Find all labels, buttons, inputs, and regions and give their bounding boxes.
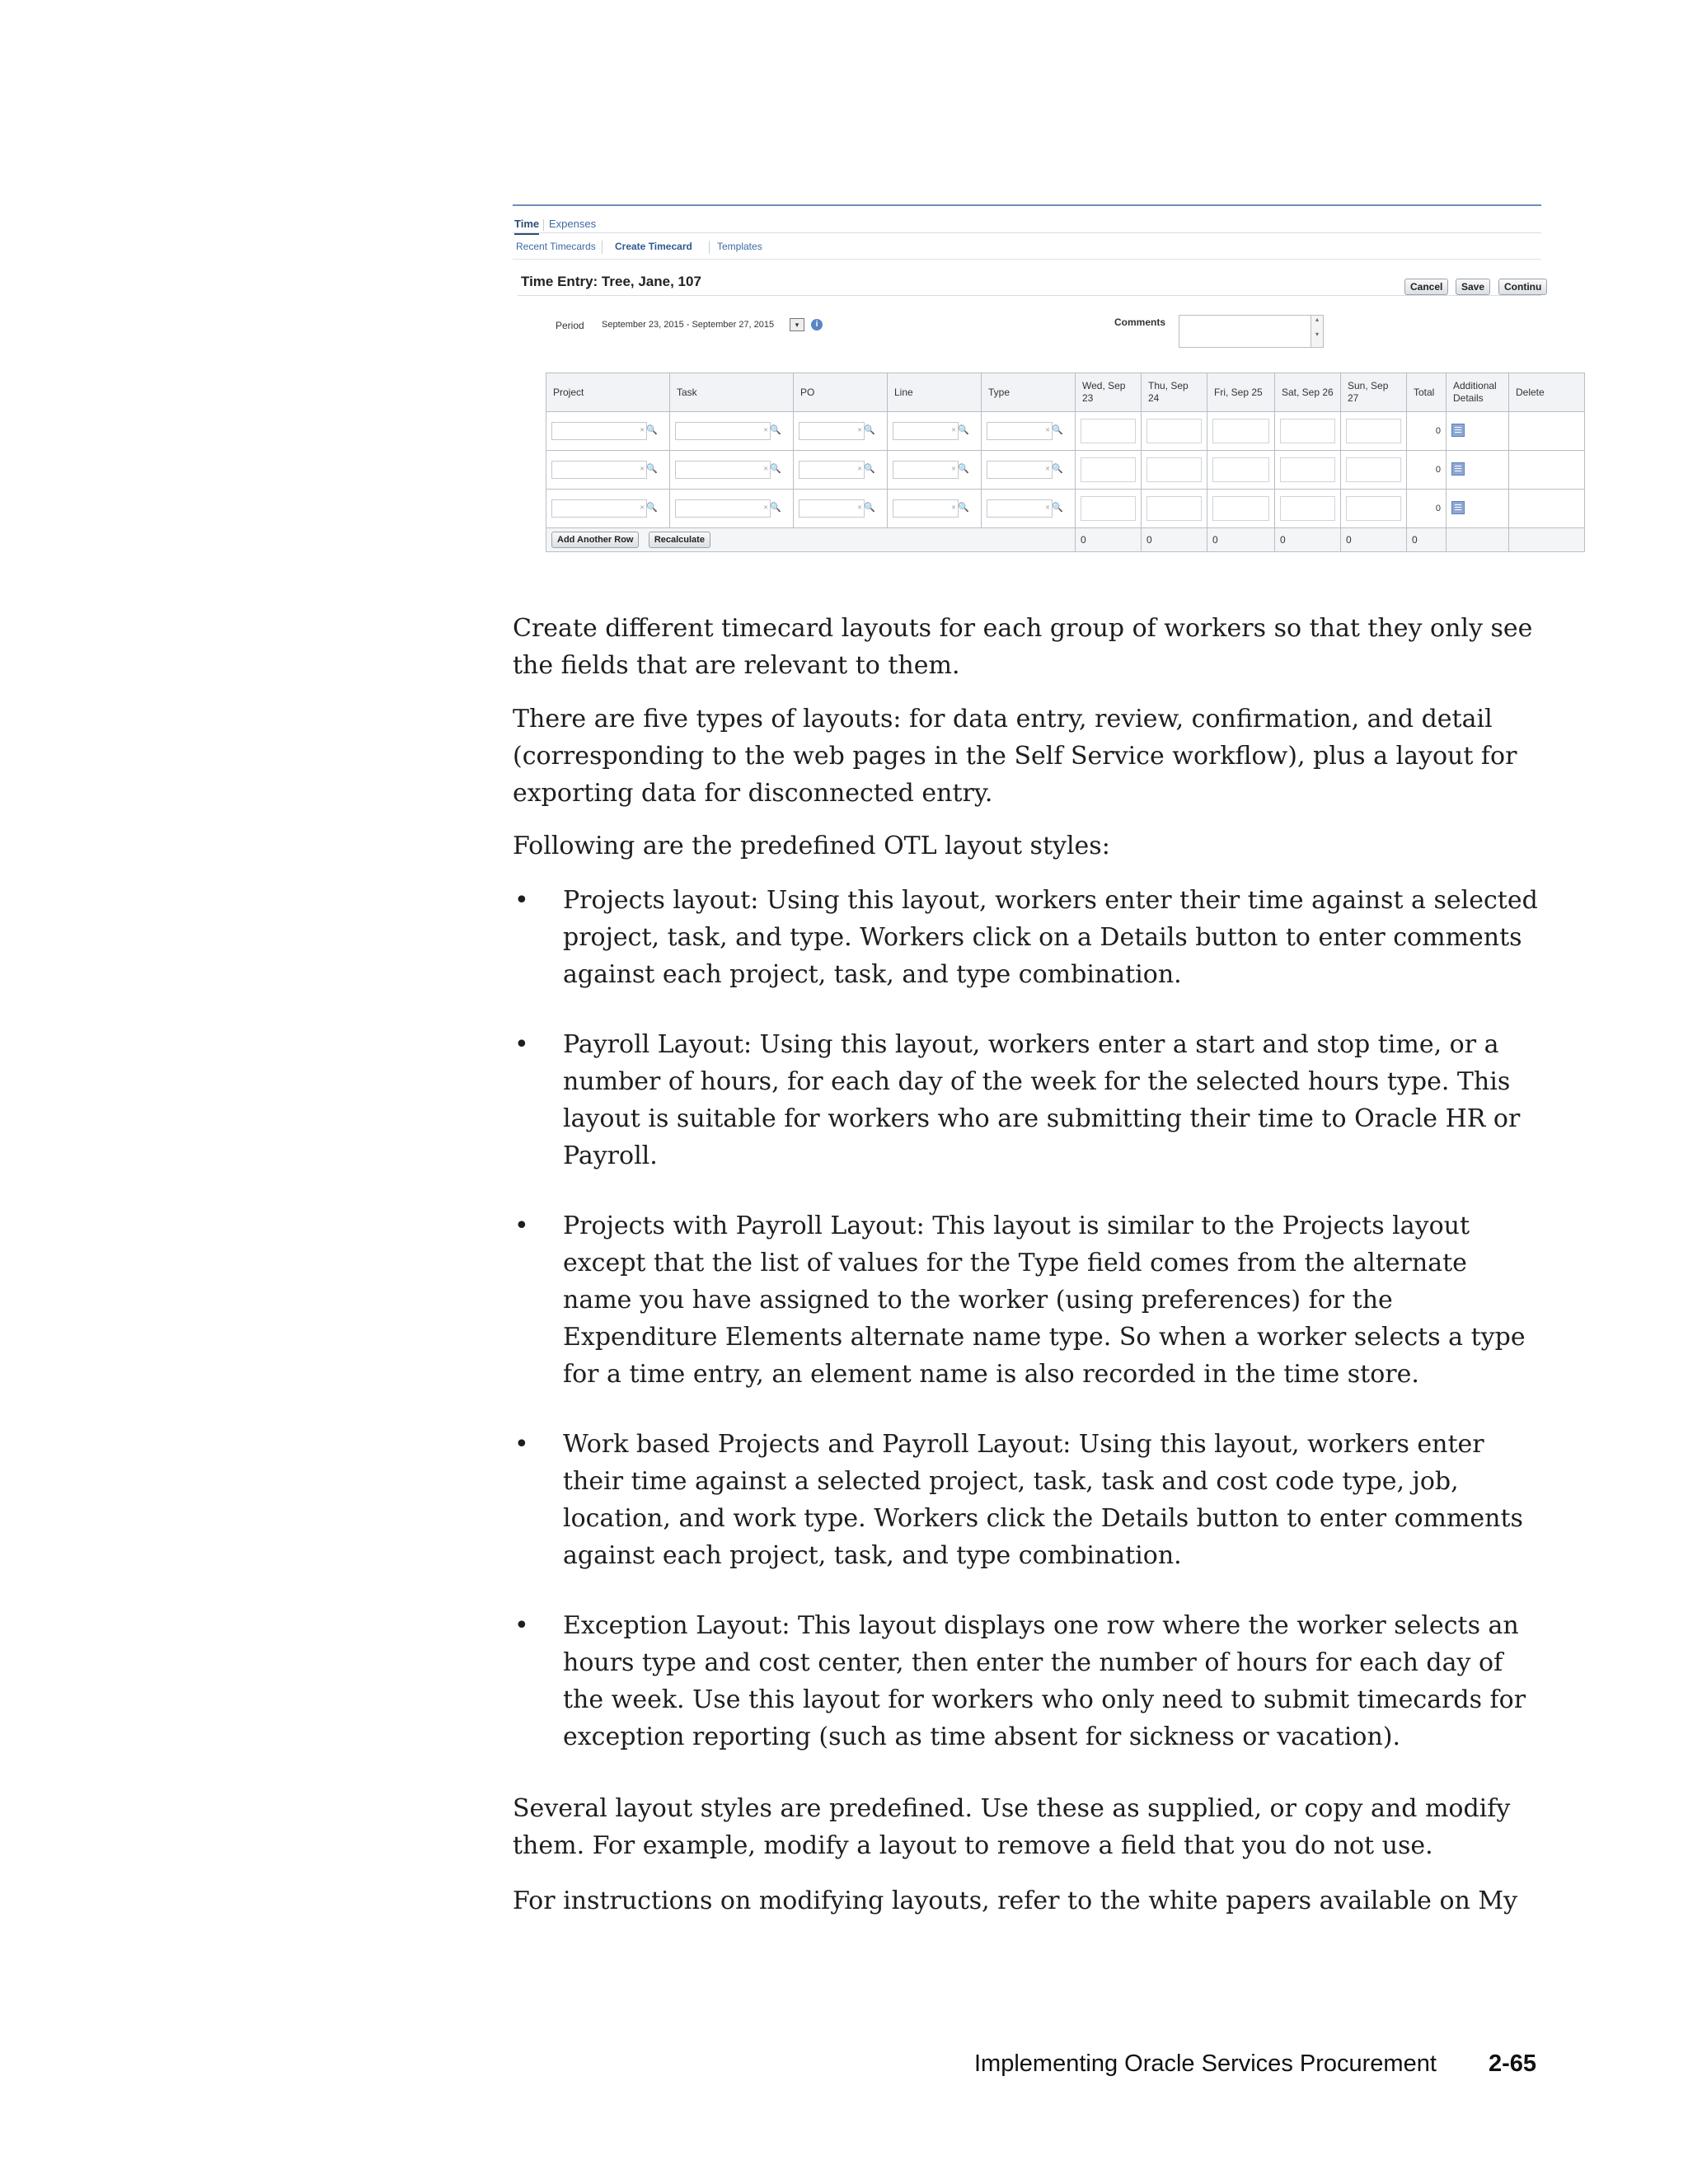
row-total: 0 [1407,451,1447,490]
subtab-recent-timecards[interactable]: Recent Timecards [516,241,596,252]
table-footer-row [546,528,1585,552]
timecard-screenshot [513,201,1545,560]
search-icon[interactable]: 🔍 [864,464,875,474]
subtab-rule [513,259,1541,260]
bullet-icon: • [514,1030,529,1059]
col-day: Thu, Sep 24 [1142,373,1207,412]
col-day: Sat, Sep 26 [1275,373,1341,412]
search-icon[interactable]: 🔍 [958,464,969,474]
table-row [546,412,1585,451]
list-item: • Payroll Layout: Using this layout, workers enter a start and stop time, or a number of hours, for each day of the week for the selected hours type. This layout is suitable for workers who are submitting their time to Oracle HR or Payroll. [513,1026,1543,1174]
delete-cell[interactable] [1509,412,1585,451]
col-po: PO [794,373,888,412]
search-icon[interactable]: 🔍 [770,425,781,435]
sub-tabs [513,241,1541,257]
search-icon[interactable]: 🔍 [864,425,875,435]
main-tabs [513,216,1541,233]
col-total: Total [1407,373,1447,412]
table-row [546,490,1585,528]
tab-expenses[interactable]: Expenses [549,218,597,230]
table-header-row [546,373,1585,412]
col-day: Fri, Sep 25 [1207,373,1275,412]
search-icon[interactable]: 🔍 [646,464,658,474]
search-icon[interactable]: 🔍 [1052,503,1063,513]
search-icon[interactable]: 🔍 [770,464,781,474]
col-task: Task [670,373,794,412]
search-icon[interactable]: 🔍 [864,503,875,513]
row-total: 0 [1407,490,1447,528]
page-number: 2-65 [1489,2050,1537,2077]
timecard-table [546,373,1585,552]
delete-cell[interactable] [1509,451,1585,490]
col-day: Wed, Sep 23 [1076,373,1142,412]
col-delete: Delete [1509,373,1585,412]
col-project: Project [546,373,670,412]
line-input[interactable]: ✕ 🔍 [893,461,959,479]
task-input[interactable]: ✕ 🔍 [675,422,771,440]
details-icon[interactable] [1451,501,1465,514]
hours-input[interactable] [1346,419,1401,443]
paragraph-intro: Create different timecard layouts for each group of workers so that they only see the fields that are relevant to them. [513,614,1533,680]
list-item: • Projects with Payroll Layout: This layout is similar to the Projects layout except that the list of values for the Type field comes from the alternate name you have assigned to the worker (using preferences) for the Expenditure Elements alternate name type. So when a worker selects a type for a time entry, an element name is also recorded in the time store. [513,1207,1543,1393]
add-row-button[interactable]: Add Another Row [551,532,639,548]
hours-input[interactable] [1280,457,1335,482]
day-total: 0 [1076,528,1142,552]
line-input[interactable]: ✕ 🔍 [893,422,959,440]
task-input[interactable]: ✕ 🔍 [675,499,771,518]
search-icon[interactable]: 🔍 [1052,464,1063,474]
period-label: Period [556,320,584,331]
paragraph-predefined: Following are the predefined OTL layout styles: [513,832,1110,860]
bullet-icon: • [514,1611,529,1640]
subtab-separator [602,241,603,254]
list-item: • Projects layout: Using this layout, workers enter their time against a selected project, task, and type. Workers click on a Details button to enter comments against each project, task, and type combination. [513,882,1543,993]
tab-time[interactable]: Time [514,218,539,235]
hours-input[interactable] [1212,496,1269,521]
col-day: Sun, Sep 27 [1341,373,1407,412]
hours-input[interactable] [1346,457,1401,482]
continue-button[interactable]: Continu [1498,279,1547,295]
hours-input[interactable] [1280,496,1335,521]
col-additional-details: Additional Details [1447,373,1509,412]
paragraph-predefined-styles: Several layout styles are predefined. Use these as supplied, or copy and modify them. For example, modify a layout to remove a field that you do not use. [513,1794,1511,1860]
recalculate-button[interactable]: Recalculate [649,532,710,548]
type-input[interactable]: ✕ 🔍 [987,499,1053,518]
search-icon[interactable]: 🔍 [646,503,658,513]
layout-styles-list [513,882,1543,1788]
details-icon[interactable] [1451,462,1465,476]
period-select[interactable]: September 23, 2015 - September 27, 2015 [602,320,775,330]
hours-input[interactable] [1146,496,1202,521]
comments-textarea[interactable] [1179,315,1312,348]
hours-input[interactable] [1081,457,1136,482]
paragraph-layout-types: There are five types of layouts: for data entry, review, confirmation, and detail (corresponding to the web pages in the Self Service workflow), plus a layout for exporting data for disconnected entry. [513,705,1517,808]
hours-input[interactable] [1212,419,1269,443]
search-icon[interactable]: 🔍 [646,425,658,435]
hours-input[interactable] [1081,419,1136,443]
header-rule [513,204,1541,206]
subtab-create-timecard[interactable]: Create Timecard [615,241,692,252]
list-item: • Work based Projects and Payroll Layout: Using this layout, workers enter their time against a selected project, task, task and cost code type, job, location, and work type. Workers click the Details button to enter comments against each project, task, and type combination. [513,1426,1543,1574]
subtab-separator [709,241,710,254]
po-input[interactable]: ✕ 🔍 [799,499,865,518]
task-input[interactable]: ✕ 🔍 [675,461,771,479]
paragraph-instructions: For instructions on modifying layouts, refer to the white papers available on My [513,1886,1518,1915]
dropdown-arrow-icon[interactable]: ▾ [790,318,804,331]
subtab-templates[interactable]: Templates [717,241,762,252]
save-button[interactable]: Save [1456,279,1490,295]
hours-input[interactable] [1346,496,1401,521]
search-icon[interactable]: 🔍 [958,425,969,435]
list-item: • Exception Layout: This layout displays one row where the worker selects an hours type and cost center, then enter the number of hours for each day of the week. Use this layout for workers who only need to submit timecards for exception reporting (such as time absent for sickness or vacation). [513,1607,1543,1755]
day-total: 0 [1142,528,1207,552]
tab-separator [543,219,544,231]
day-total: 0 [1207,528,1275,552]
table-row [546,451,1585,490]
footer-title: Implementing Oracle Services Procurement [974,2050,1437,2077]
hours-input[interactable] [1081,496,1136,521]
day-total: 0 [1275,528,1341,552]
comments-label: Comments [1114,316,1166,328]
comments-scrollbar[interactable]: ▴ ▾ [1311,315,1324,348]
bullet-icon: • [514,886,529,915]
details-icon[interactable] [1451,424,1465,437]
page-title: Time Entry: Tree, Jane, 107 [521,274,701,289]
grand-total: 0 [1407,528,1447,552]
search-icon[interactable]: 🔍 [1052,425,1063,435]
cancel-button[interactable]: Cancel [1404,279,1448,295]
project-input[interactable]: ✕ 🔍 [551,461,647,479]
info-icon[interactable]: i [811,319,823,330]
day-total: 0 [1341,528,1407,552]
hours-input[interactable] [1146,457,1202,482]
po-input[interactable]: ✕ 🔍 [799,422,865,440]
project-input[interactable]: ✕ 🔍 [551,499,647,518]
hours-input[interactable] [1146,419,1202,443]
bullet-icon: • [514,1212,529,1240]
row-total: 0 [1407,412,1447,451]
type-input[interactable]: ✕ 🔍 [987,461,1053,479]
col-type: Type [982,373,1076,412]
hours-input[interactable] [1280,419,1335,443]
po-input[interactable]: ✕ 🔍 [799,461,865,479]
project-input[interactable]: ✕ 🔍 [551,422,647,440]
search-icon[interactable]: 🔍 [770,503,781,513]
line-input[interactable]: ✕ 🔍 [893,499,959,518]
hours-input[interactable] [1212,457,1269,482]
delete-cell[interactable] [1509,490,1585,528]
col-line: Line [888,373,982,412]
search-icon[interactable]: 🔍 [958,503,969,513]
type-input[interactable]: ✕ 🔍 [987,422,1053,440]
bullet-icon: • [514,1430,529,1459]
title-rule [518,295,1541,296]
